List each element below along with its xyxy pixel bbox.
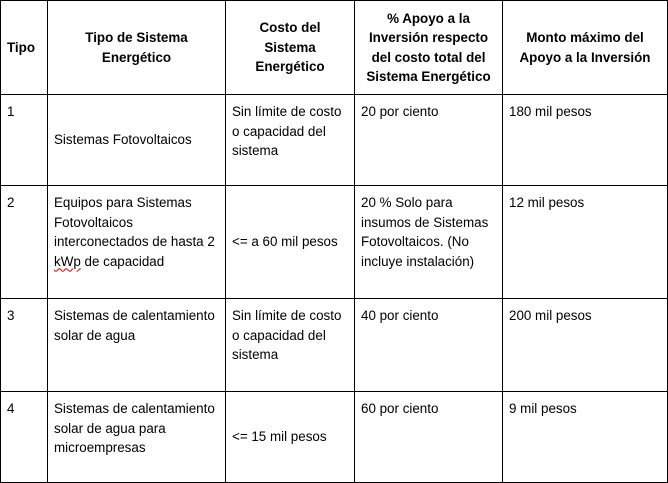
header-monto: Monto máximo del Apoyo a la Inversión [503, 1, 668, 95]
cell-monto-text: 12 mil pesos [509, 195, 585, 210]
cell-monto [503, 299, 668, 392]
header-costo: Costo del Sistema Energético [226, 1, 355, 95]
cell-monto [503, 392, 668, 483]
cell-sistema-text: Sistemas Fotovoltaicos [54, 132, 192, 148]
cell-costo-text: Sin límite de costo o capacidad del sistema [232, 308, 342, 362]
cell-apoyo [355, 95, 503, 186]
cell-costo-text: Sin límite de costo o capacidad del sistema [232, 104, 342, 158]
cell-monto-text: 180 mil pesos [509, 104, 592, 119]
cell-sistema-prefix: Equipos para Sistemas Fotovoltaicos interconectados de hasta 2 [54, 195, 215, 249]
cell-costo-text: <= a 60 mil pesos [232, 234, 338, 250]
cell-sistema-text: Sistemas de calentamiento solar de agua para microempresas [54, 401, 215, 455]
header-tipo: Tipo [1, 1, 48, 95]
cell-sistema [48, 392, 226, 483]
cell-tipo [1, 392, 48, 483]
cell-sistema-suffix: de capacidad [80, 253, 165, 269]
header-tipo-sistema: Tipo de Sistema Energético [48, 1, 226, 95]
cell-sistema [48, 95, 226, 186]
cell-apoyo-text: 40 por ciento [361, 308, 439, 323]
header-apoyo: % Apoyo a la Inversión respecto del costo total del Sistema Energético [355, 1, 503, 95]
cell-apoyo [355, 392, 503, 483]
cell-tipo [1, 186, 48, 299]
cell-apoyo-text: 20 % Solo para insumos de Sistemas Fotovoltaicos. (No incluye instalación) [361, 195, 489, 269]
cell-costo [226, 392, 355, 483]
cell-monto-text: 200 mil pesos [509, 308, 592, 323]
cell-tipo-text: 4 [7, 401, 15, 416]
cell-monto-text: 9 mil pesos [509, 401, 577, 416]
cell-apoyo [355, 299, 503, 392]
cell-tipo [1, 299, 48, 392]
cell-tipo [1, 95, 48, 186]
cell-apoyo [355, 186, 503, 299]
cell-sistema-text: Sistemas de calentamiento solar de agua [54, 308, 215, 343]
cell-sistema-text [54, 186, 219, 271]
cell-sistema [48, 299, 226, 392]
cell-costo-text: <= 15 mil pesos [232, 429, 327, 445]
cell-apoyo-text: 60 por ciento [361, 401, 439, 416]
cell-costo [226, 95, 355, 186]
table-row [1, 392, 668, 483]
cell-monto [503, 95, 668, 186]
spellcheck-underlined-word: kWp [54, 253, 81, 269]
cell-tipo-text: 2 [7, 195, 15, 210]
cell-sistema [48, 186, 226, 299]
header-row [1, 1, 668, 95]
cell-costo [226, 186, 355, 299]
cell-tipo-text: 1 [7, 104, 15, 119]
cell-tipo-text: 3 [7, 308, 15, 323]
cell-monto [503, 186, 668, 299]
table-row [1, 299, 668, 392]
table-row [1, 186, 668, 299]
cell-apoyo-text: 20 por ciento [361, 104, 439, 119]
cell-costo [226, 299, 355, 392]
table-row [1, 95, 668, 186]
